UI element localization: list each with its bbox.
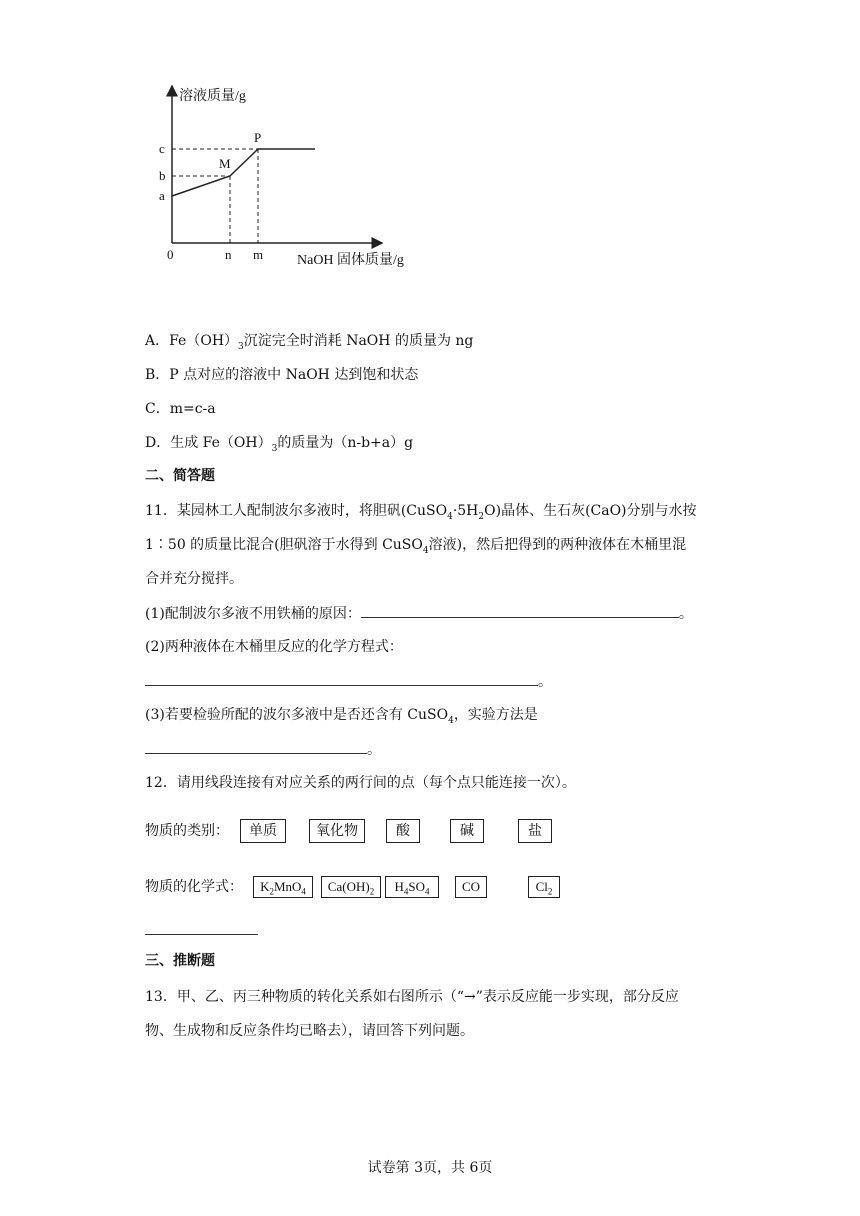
category-row-label: 物质的类别：	[145, 823, 229, 839]
q11-line-1: 11．某园林工人配制波尔多液时，将胆矾$(CuSO_4\cdot 5H_2O)$晶体、生石灰(CaO)分别与水按	[145, 503, 697, 522]
category-box-4[interactable]: 碱	[450, 819, 484, 843]
q11-part-2-answer: 。	[145, 671, 552, 692]
q13-line-1: 13．甲、乙、丙三种物质的转化关系如右图所示（“→”表示反应能一步实现，部分反应	[145, 989, 679, 1005]
q11-part-3: (3)若要检验所配的波尔多液中是否还含有 CuSO$_4$，实验方法是	[145, 707, 538, 726]
x-tick-m: m	[253, 247, 264, 262]
point-p-label: P	[254, 130, 262, 145]
q12-stem: 12．请用线段连接有对应关系的两行间的点（每个点只能连接一次）。	[145, 775, 576, 791]
formula-row-label: 物质的化学式：	[145, 879, 243, 895]
answer-blank-2[interactable]	[145, 671, 538, 686]
option-a: A．$Fe(OH)_3$沉淀完全时消耗 NaOH 的质量为 ng	[145, 333, 474, 352]
point-m-label: M	[219, 156, 231, 171]
answer-line-q12[interactable]	[145, 934, 258, 935]
section-heading-3: 三、推断题	[145, 953, 215, 969]
q11-line-2: 1∶50 的质量比混合(胆矾溶于水得到 CuSO$_4$溶液)，然后把得到的两种液体在木桶里混	[145, 537, 687, 556]
category-box-2[interactable]: 氧化物	[309, 819, 365, 843]
option-c: C．m=c-a	[145, 401, 216, 417]
mass-curve	[172, 149, 315, 196]
answer-blank-1[interactable]	[361, 603, 679, 618]
formula-box-5[interactable]: $Cl_2$	[528, 876, 560, 898]
y-axis-label: 溶液质量/g	[179, 89, 246, 104]
q11-part-1: (1)配制波尔多液不用铁桶的原因： 。	[145, 603, 693, 624]
option-d: D．生成 $Fe(OH)_3$的质量为（n-b+a）g	[145, 435, 414, 454]
x-tick-n: n	[225, 247, 232, 262]
formula-box-1[interactable]: $K_2MnO_4$	[253, 876, 313, 898]
y-tick-b: b	[159, 168, 166, 183]
option-b: B．P 点对应的溶液中 NaOH 达到饱和状态	[145, 367, 419, 383]
category-box-3[interactable]: 酸	[386, 819, 420, 843]
category-box-1[interactable]: 单质	[240, 819, 286, 843]
q13-line-2: 物、生成物和反应条件均已略去），请回答下列问题。	[145, 1023, 474, 1039]
q11-part-3-answer: 。	[145, 739, 381, 760]
origin-label: 0	[167, 247, 174, 262]
q11-line-3: 合并充分搅拌。	[145, 571, 243, 587]
solution-mass-chart	[150, 78, 430, 278]
section-heading-2: 二、简答题	[145, 468, 215, 484]
y-tick-a: a	[159, 188, 165, 203]
answer-blank-3[interactable]	[145, 739, 367, 754]
y-tick-c: c	[159, 141, 165, 156]
formula-box-2[interactable]: $Ca(OH)_2$	[321, 876, 381, 898]
formula-box-4[interactable]: CO	[455, 876, 487, 898]
x-axis-label: NaOH 固体质量/g	[297, 253, 404, 268]
page-footer: 试卷第 3页，共 6页	[367, 1160, 493, 1176]
q11-part-2: (2)两种液体在木桶里反应的化学方程式：	[145, 639, 403, 655]
category-box-5[interactable]: 盐	[518, 819, 552, 843]
formula-box-3[interactable]: $H_4SO_4$	[385, 876, 439, 898]
